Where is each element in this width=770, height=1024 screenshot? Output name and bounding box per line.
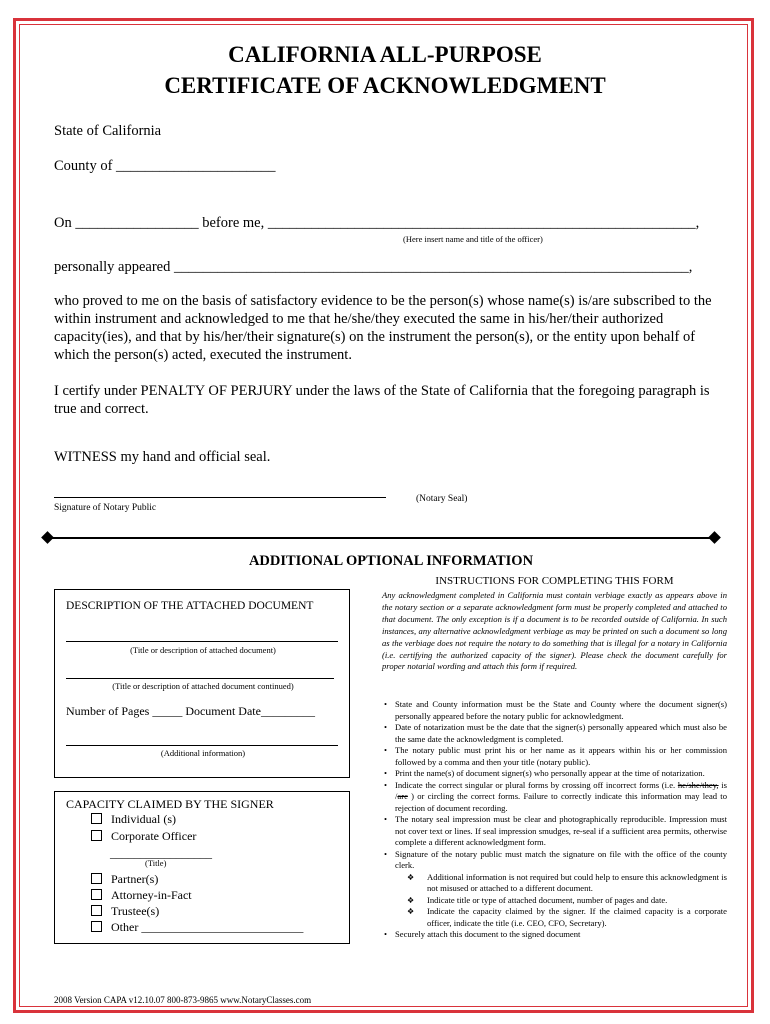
- instruction-item-crossing: • Indicate the correct singular or plural forms by crossing off incorrect forms (i.e. he/she/they, is /are ) or circling the correct forms. Failure to correctly indicate this information may lead to rejection of document recording.: [382, 780, 727, 815]
- form-title-line-1: CALIFORNIA ALL-PURPOSE: [228, 42, 542, 67]
- signature-line[interactable]: [54, 497, 386, 498]
- instructions-heading: INSTRUCTIONS FOR COMPLETING THIS FORM: [435, 575, 674, 587]
- instruction-item: • Print the name(s) of document signer(s) who personally appear at the time of notarization.: [382, 768, 727, 780]
- trustee-checkbox[interactable]: [91, 905, 102, 916]
- other-checkbox[interactable]: [91, 921, 102, 932]
- instructions-list: [382, 699, 727, 941]
- other-label: Other ___________________________: [111, 920, 304, 934]
- partner-checkbox[interactable]: [91, 873, 102, 884]
- capacity-box: [54, 791, 350, 944]
- individual-label: Individual (s): [111, 812, 176, 826]
- personally-appeared-line[interactable]: personally appeared _______________________________________________________________________,: [54, 259, 693, 275]
- description-box-title: DESCRIPTION OF THE ATTACHED DOCUMENT: [66, 600, 314, 612]
- proof-paragraph: who proved to me on the basis of satisfactory evidence to be the person(s) whose name(s) is/are subscribed to the within instrument and acknowledged to me that he/she/they executed the same in his/her/their authorized capacity(ies), and that by his/her/their signature(s) on the instrument the person(s), or the entity upon behalf of which the person(s) acted, executed the instrument.: [54, 293, 712, 363]
- partner-label: Partner(s): [111, 872, 159, 886]
- attached-doc-continued-line[interactable]: [66, 678, 334, 679]
- capacity-box-title: CAPACITY CLAIMED BY THE SIGNER: [66, 797, 274, 811]
- instruction-item: • Signature of the notary public must match the signature on file with the office of the county clerk.: [382, 849, 727, 872]
- notary-seal-label: (Notary Seal): [416, 494, 468, 504]
- additional-info-caption: (Additional information): [160, 748, 246, 758]
- officer-title-caption: (Title): [145, 858, 167, 868]
- attorney-label: Attorney-in-Fact: [111, 888, 192, 902]
- attorney-option[interactable]: [91, 888, 192, 903]
- corporate-officer-checkbox[interactable]: [91, 830, 102, 841]
- other-option[interactable]: [91, 920, 303, 935]
- struck-example-1: he/she/they,: [677, 779, 719, 790]
- date-officer-line[interactable]: On _________________ before me, ___________________________________________________________,: [54, 215, 700, 231]
- partner-option[interactable]: [91, 872, 158, 887]
- optional-info-heading: ADDITIONAL OPTIONAL INFORMATION: [248, 553, 534, 569]
- individual-checkbox[interactable]: [91, 813, 102, 824]
- attached-doc-title-line[interactable]: [66, 641, 338, 642]
- section-divider: [50, 537, 714, 539]
- instruction-item: • State and County information must be the State and County where the document signer(s) personally appeared before the notary public for acknowledgment.: [382, 699, 727, 722]
- instruction-item: • Securely attach this document to the signed document: [382, 929, 727, 941]
- attorney-checkbox[interactable]: [91, 889, 102, 900]
- officer-caption: (Here insert name and title of the officer): [403, 234, 543, 244]
- footer-version: 2008 Version CAPA v12.10.07 800-873-9865 www.NotaryClasses.com: [54, 995, 312, 1005]
- corporate-officer-label: Corporate Officer: [111, 829, 197, 843]
- instruction-item: • The notary public must print his or her name as it appears within his or her commission followed by a comma and then your title (notary public).: [382, 745, 727, 768]
- officer-title-field[interactable]: _________________: [110, 846, 212, 860]
- perjury-paragraph: I certify under PENALTY OF PERJURY under the laws of the State of California that the foregoing paragraph is true and correct.: [54, 383, 710, 417]
- instruction-subitem: ❖ Indicate the capacity claimed by the signer. If the claimed capacity is a corporate officer, indicate the title (i.e. CEO, CFO, Secretary).: [382, 906, 727, 929]
- description-box: [54, 589, 350, 778]
- trustee-label: Trustee(s): [111, 904, 160, 918]
- corporate-officer-option[interactable]: [91, 829, 196, 844]
- individual-option[interactable]: [91, 812, 176, 827]
- instruction-item: • The notary seal impression must be clear and photographically reproducible. Impression must not cover text or lines. If seal impression smudges, re-seal if a sufficient area permits, otherwise complete a different acknowledgment form.: [382, 814, 727, 849]
- trustee-option[interactable]: [91, 904, 159, 919]
- instruction-item: • Date of notarization must be the date that the signer(s) personally appeared which must also be the same date the acknowledgment is completed.: [382, 722, 727, 745]
- instructions-intro: Any acknowledgment completed in California must contain verbiage exactly as appears above in the notary section or a separate acknowledgment form must be properly completed and attached to that document. The only exception is if a document is to be recorded outside of California. In such instances, any alternative acknowledgment verbiage as may be printed on such a document so long as the verbiage does not require the notary to do something that is illegal for a notary in California (i.e. certifying the authorized capacity of the signer). Please check the document carefully for proper notarial wording and attach this form if required.: [382, 590, 727, 672]
- attached-doc-title-caption: (Title or description of attached document): [130, 645, 276, 655]
- pages-and-date-fields[interactable]: Number of Pages _____ Document Date_________: [66, 704, 315, 718]
- struck-example-2: are: [397, 791, 408, 801]
- county-field[interactable]: County of ______________________: [54, 158, 276, 174]
- instruction-subitem: ❖ Additional information is not required but could help to ensure this acknowledgment is not misused or attached to a different document.: [382, 872, 727, 895]
- state-line: State of California: [54, 123, 162, 139]
- witness-line: WITNESS my hand and official seal.: [54, 449, 271, 465]
- additional-info-line[interactable]: [66, 745, 338, 746]
- form-title-line-2: CERTIFICATE OF ACKNOWLEDGMENT: [164, 73, 606, 98]
- instruction-subitem: ❖ Indicate title or type of attached document, number of pages and date.: [382, 895, 727, 907]
- attached-doc-continued-caption: (Title or description of attached document continued): [112, 681, 294, 691]
- signature-caption: Signature of Notary Public: [54, 503, 157, 513]
